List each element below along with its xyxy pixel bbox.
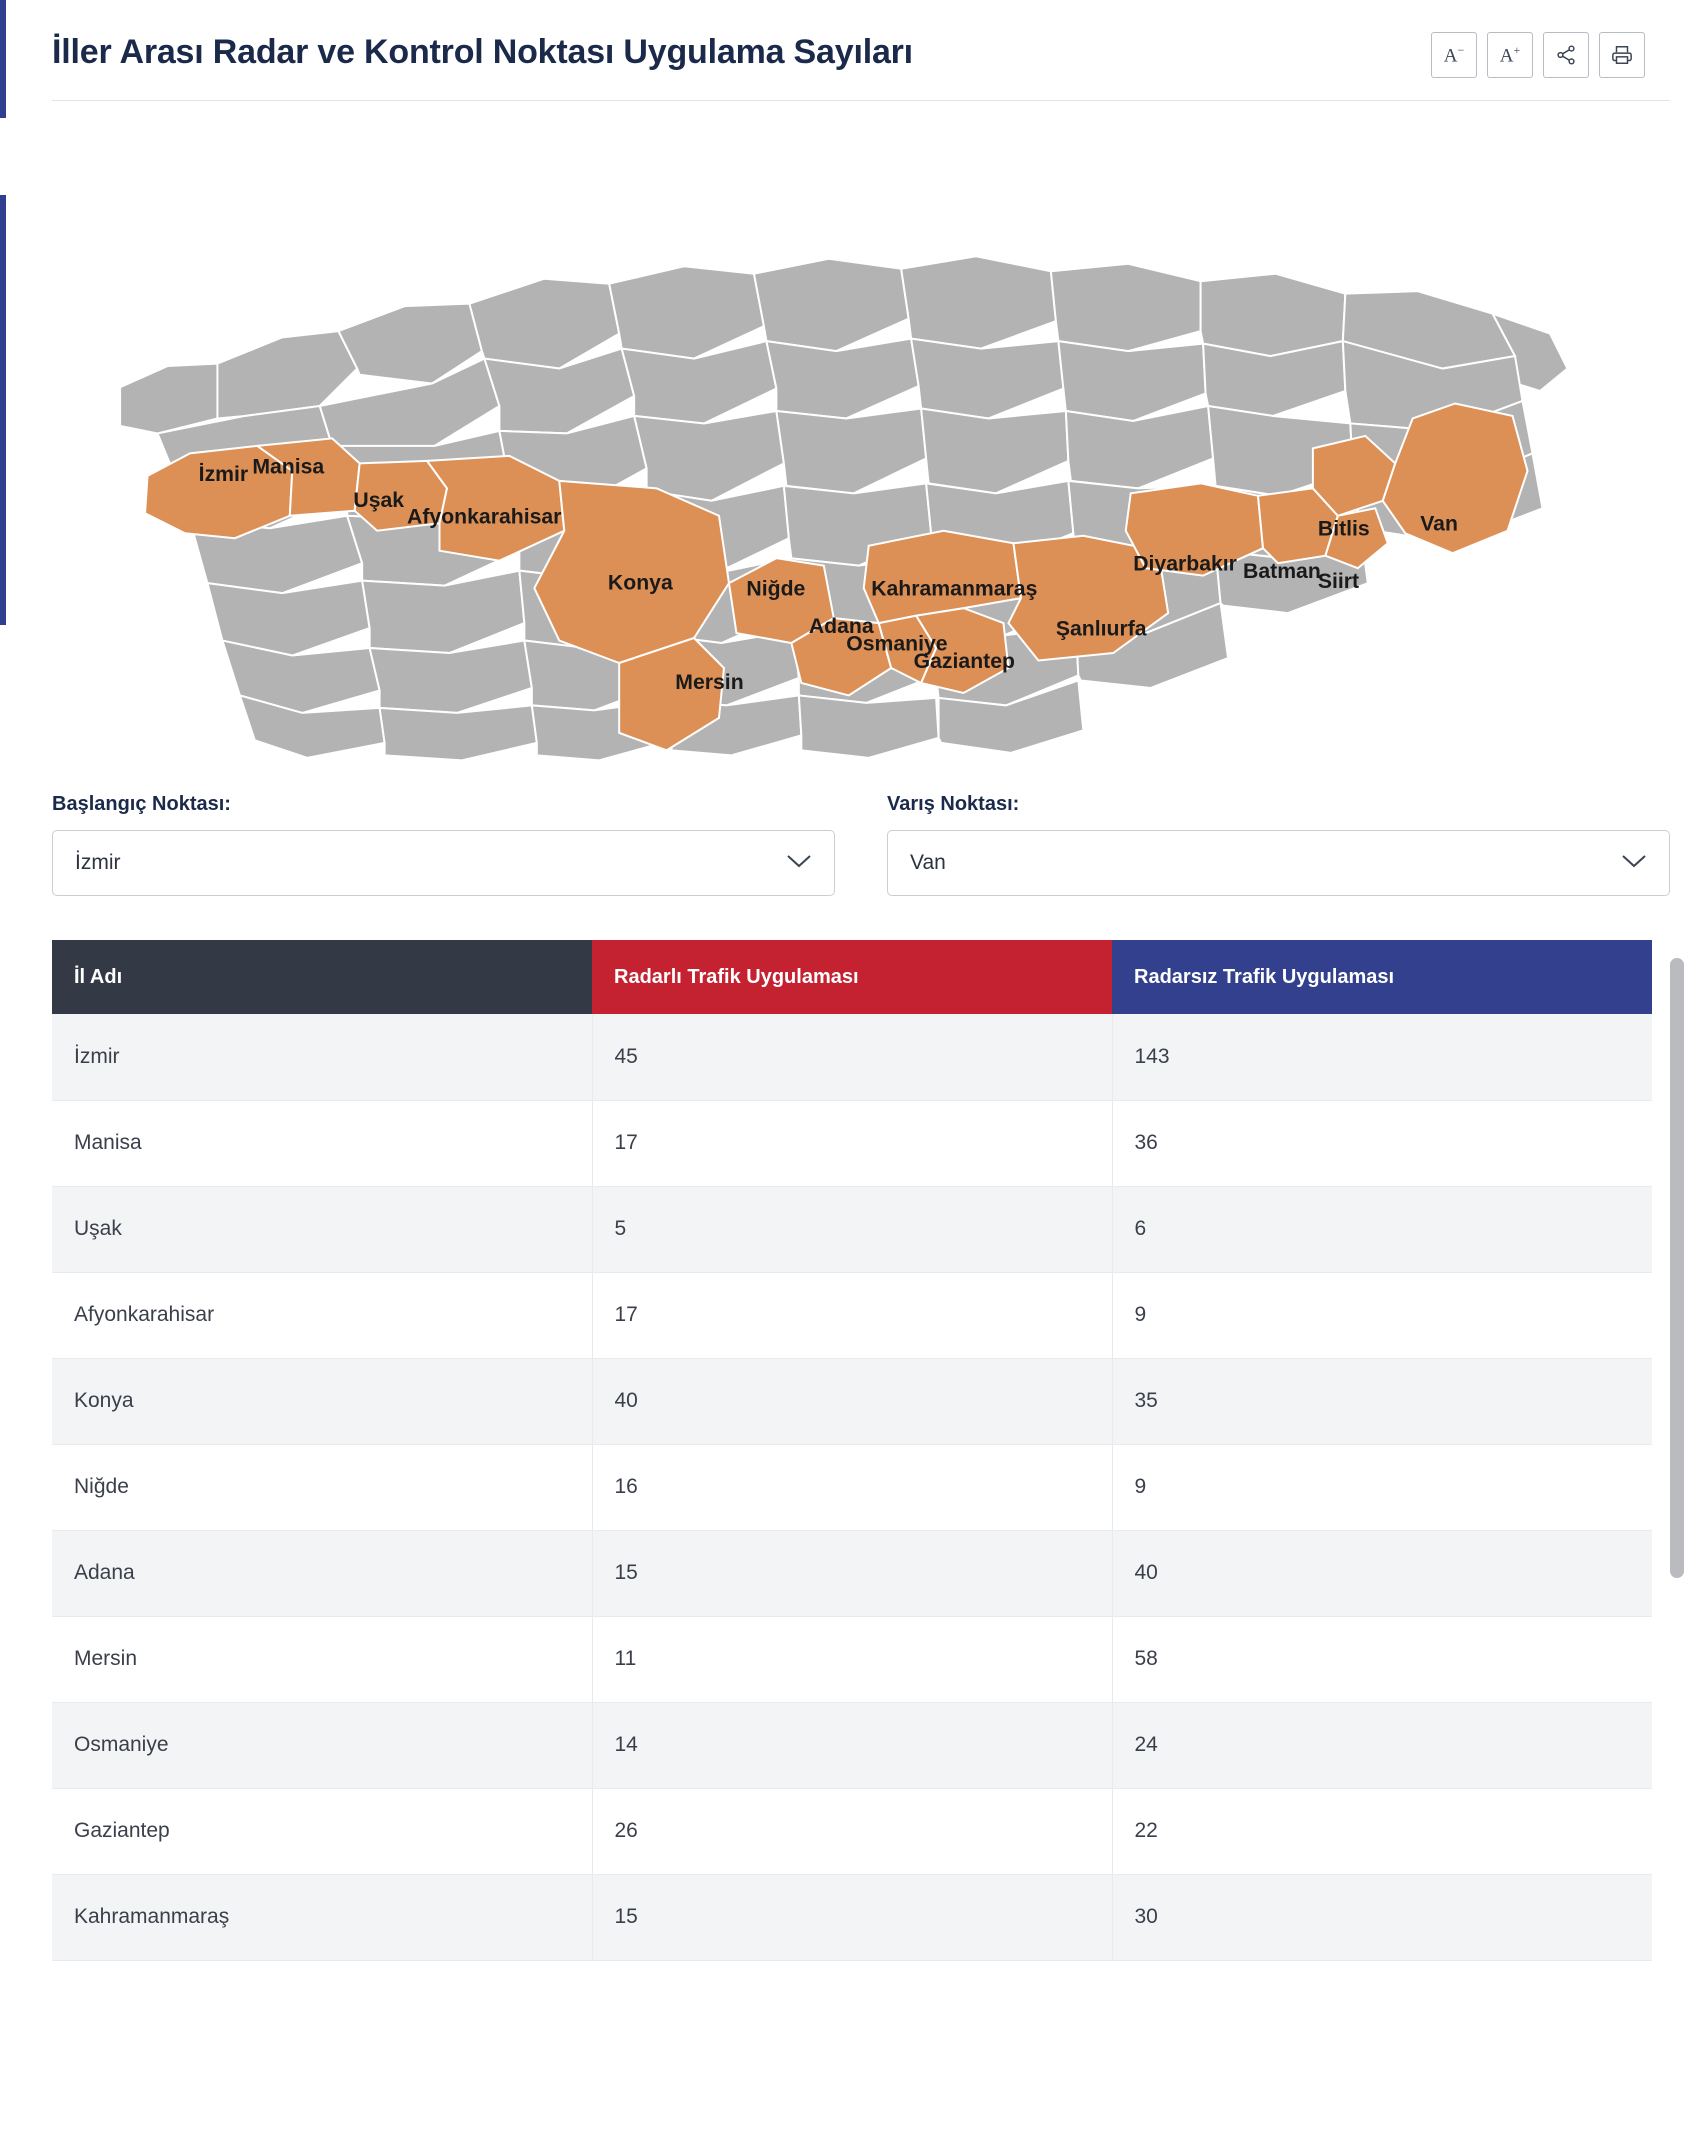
map-label-sanliurfa: Şanlıurfa [1055,617,1147,641]
cell-il-adi: Gaziantep [52,1788,592,1874]
end-point-label: Varış Noktası: [887,793,1020,815]
map-label-afyonkarahisar: Afyonkarahisar [407,505,562,529]
cell-il-adi: Konya [52,1358,592,1444]
cell-radarli: 17 [592,1272,1112,1358]
cell-il-adi: Kahramanmaraş [52,1874,592,1960]
table-scrollbar[interactable] [1670,958,1684,1578]
table-row [52,1186,1652,1272]
map-label-adana: Adana [808,615,874,639]
map-label-diyarbakir: Diyarbakır [1133,552,1237,576]
cell-il-adi: Niğde [52,1444,592,1530]
cell-radarsiz: 24 [1112,1702,1652,1788]
cell-radarli: 14 [592,1702,1112,1788]
cell-radarsiz: 9 [1112,1272,1652,1358]
cell-il-adi: Adana [52,1530,592,1616]
cell-radarsiz: 22 [1112,1788,1652,1874]
map-label-osmaniye: Osmaniye [846,632,948,656]
cell-il-adi: Uşak [52,1186,592,1272]
cell-radarli: 17 [592,1100,1112,1186]
table-row [52,1788,1652,1874]
map-label-mersin: Mersin [675,671,744,695]
start-point-select[interactable] [52,830,835,896]
results-table-area [52,940,1670,1961]
map-label-izmir: İzmir [198,462,249,486]
table-row [52,1358,1652,1444]
end-point-select[interactable] [887,830,1670,896]
share-icon[interactable] [1543,32,1589,78]
cell-radarli: 45 [592,1014,1112,1100]
map-label-kahramanmaras: Kahramanmaraş [871,577,1038,601]
end-point-value: Van [910,851,946,874]
map-label-van: Van [1420,512,1458,536]
cell-il-adi: Manisa [52,1100,592,1186]
map-label-manisa: Manisa [252,455,325,479]
map-label-siirt: Siirt [1317,570,1360,594]
cell-radarsiz: 9 [1112,1444,1652,1530]
cell-radarli: 15 [592,1530,1112,1616]
cell-il-adi: İzmir [52,1014,592,1100]
chevron-down-icon [1621,851,1647,875]
table-body [52,1014,1652,1960]
font-increase-icon[interactable] [1487,32,1533,78]
font-increase-label: A+ [1499,42,1521,67]
table-row [52,1100,1652,1186]
table-row [52,1444,1652,1530]
cell-il-adi: Afyonkarahisar [52,1272,592,1358]
font-decrease-icon[interactable] [1431,32,1477,78]
start-point-label: Başlangıç Noktası: [52,793,231,815]
map-label-bitlis: Bitlis [1317,517,1370,541]
cell-il-adi: Osmaniye [52,1702,592,1788]
cell-radarsiz: 30 [1112,1874,1652,1960]
map-label-usak: Uşak [353,489,405,513]
cell-radarli: 16 [592,1444,1112,1530]
cell-radarli: 5 [592,1186,1112,1272]
chevron-down-icon [786,851,812,875]
cell-radarsiz: 40 [1112,1530,1652,1616]
map-label-nigde: Niğde [746,577,806,601]
cell-radarsiz: 36 [1112,1100,1652,1186]
turkey-map[interactable] [0,119,1700,819]
start-point-value: İzmir [75,851,121,874]
table-row [52,1530,1652,1616]
table-row [52,1616,1652,1702]
header-tool-group [1431,26,1670,78]
map-label-batman: Batman [1243,560,1321,584]
column-header-radarsiz: Radarsız Trafik Uygulaması [1112,940,1652,1014]
cell-radarli: 40 [592,1358,1112,1444]
print-icon[interactable] [1599,32,1645,78]
header-divider [52,100,1670,101]
left-accent-bar-top [0,0,6,118]
column-header-il-adi: İl Adı [52,940,592,1014]
page-header [0,0,1700,78]
table-scrollbar-thumb[interactable] [1670,958,1684,1578]
table-header-row [52,940,1652,1014]
results-table [52,940,1652,1961]
table-row [52,1702,1652,1788]
cell-radarsiz: 143 [1112,1014,1652,1100]
page-title: İller Arası Radar ve Kontrol Noktası Uygulama Sayıları [52,33,913,71]
font-decrease-label: A− [1443,42,1465,67]
cell-radarli: 26 [592,1788,1112,1874]
turkey-map-svg[interactable] [70,119,1630,799]
cell-radarli: 15 [592,1874,1112,1960]
cell-radarsiz: 58 [1112,1616,1652,1702]
table-row [52,1874,1652,1960]
table-row [52,1272,1652,1358]
cell-radarsiz: 35 [1112,1358,1652,1444]
map-label-gaziantep: Gaziantep [913,649,1015,673]
map-label-konya: Konya [607,571,673,595]
table-row [52,1014,1652,1100]
cell-radarli: 11 [592,1616,1112,1702]
cell-radarsiz: 6 [1112,1186,1652,1272]
cell-il-adi: Mersin [52,1616,592,1702]
column-header-radarli: Radarlı Trafik Uygulaması [592,940,1112,1014]
